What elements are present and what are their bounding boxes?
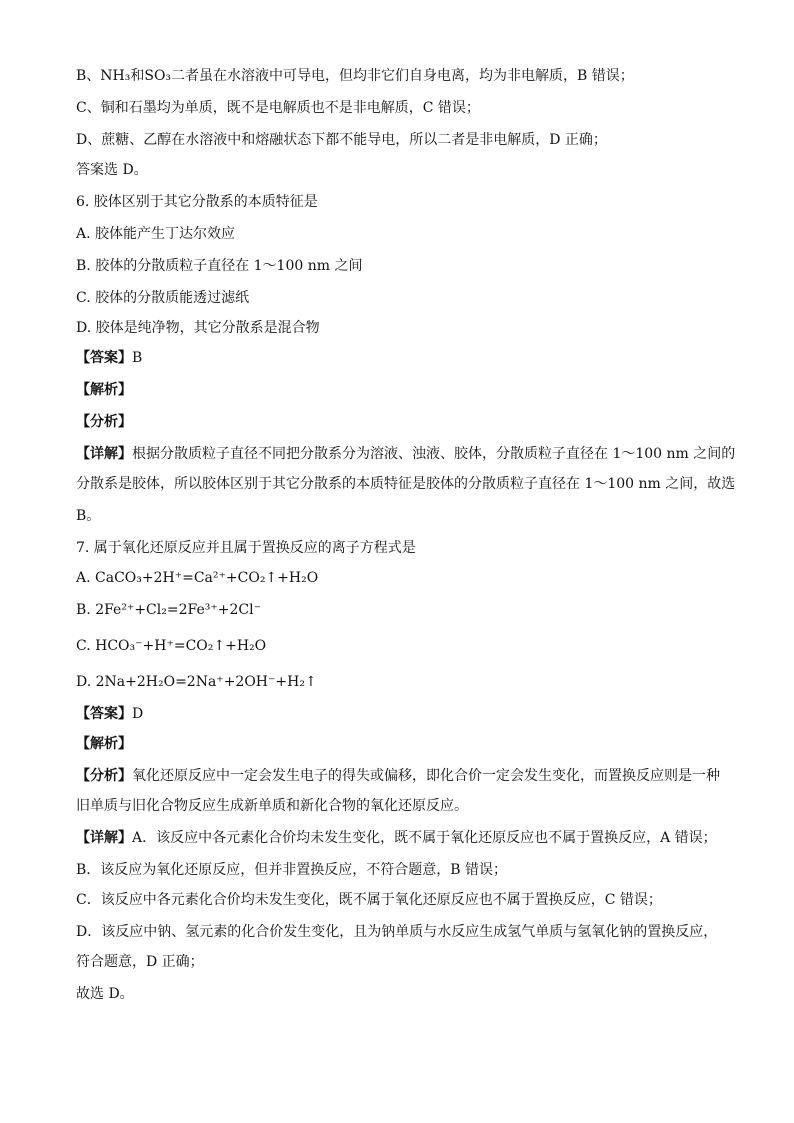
detail-line bbox=[76, 474, 736, 494]
detail-line bbox=[76, 890, 726, 910]
analysis-tag: 【解析】 bbox=[76, 736, 132, 752]
option-text: C. 胶体的分散质能透过滤纸 bbox=[76, 290, 250, 306]
answer-line bbox=[76, 704, 726, 724]
fenxi-text: 旧单质与旧化合物反应生成新单质和新化合物的氧化还原反应。 bbox=[76, 798, 468, 814]
answer-tag: 【答案】 bbox=[76, 706, 132, 722]
text-line bbox=[76, 160, 726, 180]
detail-text: C．该反应中各元素化合价均未发生变化，既不属于氧化还原反应也不属于置换反应，C 错误； bbox=[76, 892, 662, 908]
detail-text: B。 bbox=[76, 508, 101, 524]
question-6-option-d bbox=[76, 318, 726, 338]
question-7-option-d bbox=[76, 672, 726, 692]
detail-line bbox=[76, 506, 726, 526]
fenxi-line bbox=[76, 796, 726, 816]
fenxi-tag: 【分析】 bbox=[76, 414, 132, 430]
analysis-line bbox=[76, 734, 726, 754]
detail-line bbox=[76, 922, 726, 942]
fenxi-tag: 【分析】 bbox=[76, 768, 132, 784]
detail-text: A．该反应中各元素化合价均未发生变化，既不属于氧化还原反应也不属于置换反应，A 错误； bbox=[132, 830, 717, 846]
analysis-tag: 【解析】 bbox=[76, 382, 132, 398]
equation-text: D. 2Na+2H₂O=2Na⁺+2OH⁻+H₂↑ bbox=[76, 674, 317, 690]
equation-text: A. CaCO₃+2H⁺=Ca²⁺+CO₂↑+H₂O bbox=[76, 570, 319, 586]
question-6-option-c bbox=[76, 288, 726, 308]
detail-line bbox=[76, 444, 736, 464]
text-line bbox=[76, 130, 726, 150]
option-c-explanation: C、铜和石墨均为单质，既不是电解质也不是非电解质，C 错误； bbox=[76, 100, 480, 116]
detail-text: 分散系是胶体，所以胶体区别于其它分散系的本质特征是胶体的分散质粒子直径在 1～100 nm 之间，故选 bbox=[76, 476, 736, 492]
analysis-line bbox=[76, 380, 726, 400]
option-d-explanation: D、蔗糖、乙醇在水溶液中和熔融状态下都不能导电，所以二者是非电解质，D 正确； bbox=[76, 132, 607, 148]
answer-tag: 【答案】 bbox=[76, 350, 132, 366]
option-b-explanation: B、NH₃和SO₃二者虽在水溶液中可导电，但均非它们自身电离，均为非电解质，B 错误； bbox=[76, 68, 634, 84]
text-line bbox=[76, 98, 726, 118]
option-text: D. 胶体是纯净物，其它分散系是混合物 bbox=[76, 320, 320, 336]
question-7 bbox=[76, 538, 726, 558]
text-line bbox=[76, 66, 726, 86]
option-text: B. 胶体的分散质粒子直径在 1～100 nm 之间 bbox=[76, 258, 363, 274]
detail-text: B．该反应为氧化还原反应，但并非置换反应，不符合题意，B 错误； bbox=[76, 862, 508, 878]
answer-value: D bbox=[132, 706, 144, 722]
detail-tag: 【详解】 bbox=[76, 830, 132, 846]
detail-text: D．该反应中钠、氢元素的化合价发生变化，且为钠单质与水反应生成氢气单质与氢氧化钠的置换反应， bbox=[76, 924, 718, 940]
fenxi-line bbox=[76, 766, 726, 786]
equation-text: C. HCO₃⁻+H⁺=CO₂↑+H₂O bbox=[76, 638, 267, 654]
detail-text: 符合题意，D 正确； bbox=[76, 954, 204, 970]
question-7-option-c bbox=[76, 636, 726, 656]
detail-text: 根据分散质粒子直径不同把分散系分为溶液、浊液、胶体，分散质粒子直径在 1～100 nm 之间的 bbox=[132, 446, 736, 462]
detail-tag: 【详解】 bbox=[76, 446, 132, 462]
answer-conclusion: 答案选 D。 bbox=[76, 162, 148, 178]
question-7-option-a bbox=[76, 568, 726, 588]
detail-line bbox=[76, 860, 726, 880]
detail-line bbox=[76, 952, 726, 972]
final-answer-line bbox=[76, 984, 726, 1004]
answer-value: B bbox=[132, 350, 143, 366]
final-answer-text: 故选 D。 bbox=[76, 986, 134, 1002]
answer-line bbox=[76, 348, 726, 368]
option-text: A. 胶体能产生丁达尔效应 bbox=[76, 226, 236, 242]
equation-text: B. 2Fe²⁺+Cl₂=2Fe³⁺+2Cl⁻ bbox=[76, 602, 261, 618]
detail-line bbox=[76, 828, 726, 848]
question-7-option-b bbox=[76, 600, 726, 620]
question-6-option-b bbox=[76, 256, 726, 276]
fenxi-line bbox=[76, 412, 726, 432]
question-6-stem: 6. 胶体区别于其它分散系的本质特征是 bbox=[76, 194, 318, 210]
question-6-option-a bbox=[76, 224, 726, 244]
question-6 bbox=[76, 192, 726, 212]
fenxi-text: 氧化还原反应中一定会发生电子的得失或偏移，即化合价一定会发生变化，而置换反应则是一种 bbox=[132, 768, 720, 784]
question-7-stem: 7. 属于氧化还原反应并且属于置换反应的离子方程式是 bbox=[76, 540, 416, 556]
